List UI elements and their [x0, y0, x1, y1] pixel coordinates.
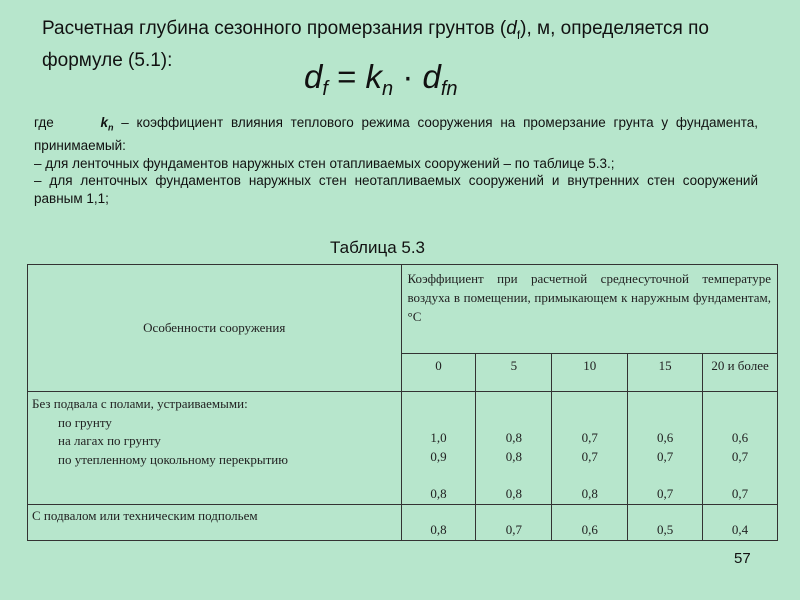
description: [34, 114, 758, 207]
table-5-3: [27, 264, 778, 541]
row1-col1-val1: 0,8: [505, 430, 522, 445]
where-word: где: [34, 115, 54, 130]
temp-0: 0: [401, 354, 476, 392]
row1-col-20: [703, 392, 778, 505]
table-caption: Таблица 5.3: [330, 238, 426, 257]
intro-symbol: d: [506, 18, 517, 39]
description-line3: – для ленточных фундаментов наружных стен неотапливаемых сооружений и внутренних стен сооружений равным 1,1;: [34, 173, 758, 206]
row1-col1-val2: 0,8: [505, 448, 522, 464]
kn-letter: k: [100, 115, 108, 130]
row1-col0-val3: 0,8: [430, 486, 447, 501]
kn-text: – коэффициент влияния теплового режима сооружения на промерзание грунта у фундамента, принимаемый:: [34, 115, 758, 154]
row1-features: [28, 392, 402, 505]
row1-col0-val1: 1,0: [430, 430, 447, 445]
temp-20: 20 и более: [703, 354, 778, 392]
row1-col-10: [552, 392, 628, 505]
row1-col2-val2: 0,7: [581, 448, 598, 464]
temp-5: 5: [476, 354, 552, 392]
row1-sub1: по грунту: [58, 414, 112, 430]
formula-5-1: [304, 58, 458, 101]
row1-col4-val3: 0,7: [731, 486, 749, 501]
kn-symbol: [100, 115, 114, 133]
formula-lhs: d: [304, 58, 323, 95]
row1-col4-val2: 0,7: [731, 448, 749, 464]
table-header-row: [28, 265, 778, 354]
row1-col3-val2: 0,7: [656, 448, 674, 464]
row2-col-5: 0,7: [476, 504, 552, 540]
row1-col4-val1: 0,6: [731, 430, 749, 445]
formula-d2-sub: fn: [440, 78, 458, 100]
header-coefficient: Коэффициент при расчетной среднесуточной температуре воздуха в помещении, примыкающем к наружным фундаментам, °С: [401, 265, 778, 354]
row2-col-10: 0,6: [552, 504, 628, 540]
description-line1: [34, 114, 758, 155]
row1-col3-val3: 0,7: [656, 486, 674, 501]
intro-symbol-sub: f: [516, 27, 521, 42]
formula-equals: =: [327, 58, 366, 95]
formula-k-sub: n: [382, 78, 394, 100]
formula-lhs-sub: f: [322, 78, 328, 100]
page-number: 57: [734, 550, 751, 567]
row2-col-20: 0,4: [703, 504, 778, 540]
temp-15: 15: [628, 354, 703, 392]
row1-sub2: на лагах по грунту: [58, 433, 161, 448]
intro-after: ), м, определяется по формуле (5.1):: [42, 18, 709, 71]
row1-col2-val1: 0,7: [581, 430, 598, 445]
temp-10: 10: [552, 354, 628, 392]
table-row: [28, 504, 778, 540]
row2-col-15: 0,5: [628, 504, 703, 540]
formula-dot: ·: [393, 58, 423, 95]
row1-col-5: [476, 392, 552, 505]
row2-col-0: 0,8: [401, 504, 476, 540]
row1-col-0: [401, 392, 476, 505]
row1-col1-val3: 0,8: [505, 486, 522, 501]
formula-k: k: [365, 58, 383, 95]
intro-before: Расчетная глубина сезонного промерзания грунтов (: [42, 18, 507, 39]
row1-col2-val3: 0,8: [581, 486, 598, 501]
header-features: Особенности сооружения: [28, 265, 402, 392]
row2-features: С подвалом или техническим подпольем: [28, 504, 402, 540]
row1-title: Без подвала с полами, устраиваемыми:: [32, 396, 248, 411]
description-line2: – для ленточных фундаментов наружных стен отапливаемых сооружений – по таблице 5.3.;: [34, 155, 615, 171]
row1-sub3: по утепленному цокольному перекрытию: [58, 451, 288, 467]
kn-sub: n: [107, 122, 114, 133]
row1-col-15: [628, 392, 703, 505]
row1-col0-val2: 0,9: [430, 448, 447, 464]
row1-col3-val1: 0,6: [656, 430, 674, 445]
formula-d2: d: [422, 58, 441, 95]
table-row: [28, 392, 778, 505]
